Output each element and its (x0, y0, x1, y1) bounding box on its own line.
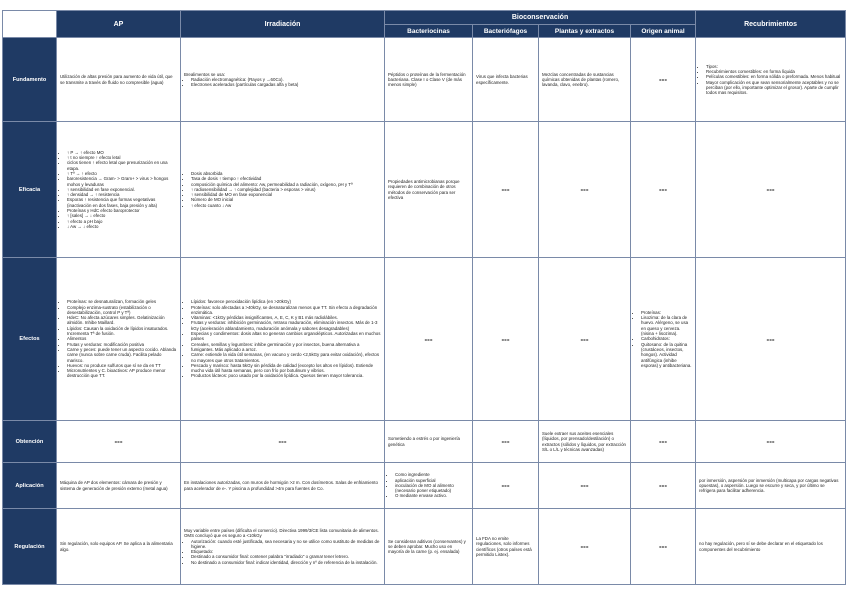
cell-intro: Muy variable entre países (dificulta el comercio). Directiva 1999/3/CE lista comunitaria de alimentos. OMS concluyó que es seguro a <10kGy (184, 527, 379, 539)
cell-fundamento-bacteriocinas: Péptidos o proteínas de la fermentación bacteriana. Clase I o Clase V (de más menos simple) (385, 38, 473, 122)
list-item: • Destinado a consumidor final: contener palabra "irradiado" o grama! tener letrero. (191, 554, 381, 559)
cell-aplicacion-origen-animal: --- (631, 463, 696, 509)
list-item: • ↑ Tª → ↑ efecto (67, 171, 177, 176)
list-item: • Micronutrientes y C. bioactivos: AP produce menor destrucción que TT. (67, 368, 177, 379)
cell-efectos-bacteriocinas: --- (385, 258, 473, 421)
cell-fundamento-plantas: Mezclas concentradas de sustancias químicas obtenidas de plantas (romero, lavanda, clavo, enebro). (539, 38, 631, 122)
item-list (388, 472, 469, 498)
cell-eficacia-bacteriocinas: Propiedades antimicrobianas porque requieren de combinación de otros métodos de conservación para ser efectiva (385, 122, 473, 258)
list-item: • Productos lácteos: poco usado por la oxidación lipídica. Quesos tienen mayor tolerancia. (191, 373, 381, 378)
cell-aplicacion-recubrimientos: por inmersión, aspersión por inmersión (multicapa por cargas negativas opuestas), o aspersión. Luego se escurre y seca, y por último se refrigera para facilitar adherencia. (696, 463, 846, 509)
row-header-efectos: Efectos (3, 258, 57, 421)
list-item: • No destinado a consumidor final: indicar identidad, dirección y nº de referencia de la instalación. (191, 560, 381, 565)
list-item: • Número de MO inicial (191, 197, 381, 202)
row-header-fundamento: Fundamento (3, 38, 57, 122)
col-header-bioconservacion: Bioconservación (385, 11, 696, 25)
cell-fundamento-origen-animal: --- (631, 38, 696, 122)
list-item: • Pescado y marisco: hasta 5kGy sin pérdida de calidad (excepto los altos en lípidos). Extiende mucho vida útil hasta semanas, pero con frío por botulinum y vibrios. (191, 363, 381, 374)
row-header-eficacia: Eficacia (3, 122, 57, 258)
cell-fundamento-recubrimientos (696, 38, 846, 122)
list-item: • Autorización: cuando esté justificada, sea necesaria y no se utilice como sustituto de medidas de higiene. (191, 539, 381, 550)
list-item: • Frutas y verduras: inhibición germinación, retraso maduración, eliminación insectos. Más de 1-3 kGy (aceleración ablandamiento, maduración anómala y sabores desagradables) (191, 320, 381, 331)
item-list (634, 310, 692, 368)
cell-obtencion-irradiacion: --- (181, 421, 385, 463)
col-header-ap: AP (57, 11, 181, 38)
list-item: • composición química del alimento: Aw, permeabilidad a radiación, oxígeno, pH y Tª (191, 182, 381, 187)
list-item: • baroresistencia → Gram- > Gram+ > virus > hongos mohos y levaduras (67, 176, 177, 187)
row-fundamento (3, 38, 846, 122)
row-aplicacion (3, 463, 846, 509)
cell-eficacia-irradiacion (181, 122, 385, 258)
list-item: • Proteínas: se desnaturalizan, formación geles (67, 299, 177, 304)
list-item: • Mayor complicación es que sean sensorialmente aceptables y no se perciban (por ello, importante optimizar el grosor). Aparte de cumplir todos mas requisitos. (706, 80, 842, 96)
list-item: • Proteínas y HdC efecto baroprotector (67, 208, 177, 213)
cell-obtencion-ap: --- (57, 421, 181, 463)
list-item: • Carne: extiende la vida útil semanas, (en vacuno y cerdo <2,5kGy para evitar oxidación), efectos no mayores que otros tratamientos. (191, 352, 381, 363)
cell-obtencion-bacteriocinas: Sometiendo a estrés o por ingeniería genética (385, 421, 473, 463)
list-item: • Dosis absorbida (191, 171, 381, 176)
cell-eficacia-ap (57, 122, 181, 258)
col-header-plantas: Plantas y extractos (539, 25, 631, 38)
list-item: • Tipos: (706, 64, 842, 69)
corner-cell (3, 11, 57, 38)
row-efectos (3, 258, 846, 421)
cell-intro: Brealimentos se usa: (184, 71, 225, 77)
list-item: • Especias y condimentos: dosis altas no generan cambios organolépticos. Autorizadas en muchos países (191, 331, 381, 342)
list-item: • Lisozima: de la clara de huevo. Alérgeno, se usa en queso y cerveza. (nisina + lisozima). (641, 315, 692, 336)
cell-efectos-irradiacion (181, 258, 385, 421)
cell-eficacia-recubrimientos: --- (696, 122, 846, 258)
cell-regulacion-irradiacion (181, 509, 385, 585)
list-item: • ↑ radiosensibilidad → ↑ complejidad (bacteria > esporas > virus) (191, 187, 381, 192)
list-item: • ↑ [sales] → ↓ efecto (67, 213, 177, 218)
cell-eficacia-plantas: --- (539, 122, 631, 258)
list-item: • Tasa de dosis ↑ tiempo ↑ efectividad (191, 176, 381, 181)
col-header-bacteriocinas: Bacteriocinas (385, 25, 473, 38)
row-eficacia (3, 122, 846, 258)
cell-efectos-plantas: --- (539, 258, 631, 421)
list-item: • O mediante envase activo. (395, 493, 469, 498)
list-item: • Como ingrediente (395, 472, 469, 477)
list-item: • ciclos tienen ↑ efecto letal que presurización en una etapa. (67, 160, 177, 171)
cell-regulacion-recubrimientos: no hay regulación, pero sí se debe declarar en el etiquetado los componentes del recubrimiento (696, 509, 846, 585)
cell-efectos-bacteriofagos: --- (473, 258, 539, 421)
cell-eficacia-origen-animal: --- (631, 122, 696, 258)
item-list (699, 64, 842, 96)
cell-regulacion-origen-animal: --- (631, 509, 696, 585)
cell-efectos-origen-animal (631, 258, 696, 421)
item-list (184, 77, 381, 88)
list-item: • Alimentos (67, 336, 177, 341)
row-obtencion (3, 421, 846, 463)
list-item: • ↑ efecto a pH bajo (67, 219, 177, 224)
cell-aplicacion-ap: Máquina de AP dos elementos: cámara de presión y sistema de generación de presión externo (metal agua) (57, 463, 181, 509)
col-header-bacteriofagos: Bacteriófagos (473, 25, 539, 38)
item-list (60, 299, 177, 378)
list-item: • Lípidos: Causan la oxidación de lípidos insaturados. Incrementa Tª de fusión. (67, 326, 177, 337)
cell-aplicacion-bacteriofagos: --- (473, 463, 539, 509)
cell-fundamento-bacteriofagos: Virus que infecta bacterias específicamente. (473, 38, 539, 122)
list-item: • Carbohidratos: (641, 336, 692, 341)
list-item: • ↑ sensibilidad de MO en fase exponencial (191, 192, 381, 197)
col-header-origen-animal: Origen animal (631, 25, 696, 38)
list-item: • Lípidos: favorece peroxidación lipídica (en >20kGy) (191, 299, 381, 304)
list-item: • inoculación de MO al alimento (necesario poner etiquetado) (395, 483, 469, 494)
row-header-obtencion: Obtención (3, 421, 57, 463)
list-item: • aplicación superficial (395, 478, 469, 483)
list-item: • Vitaminas: <1kGy pérdidas insignificantes, A, E, C, K y B1 más radiolábiles. (191, 315, 381, 320)
list-item: • Radiación electromagnética: (Rayos γ →60Co). (191, 77, 381, 82)
list-item: • Esporas ↑ resistencia que formas vegetativas (inactivación en dos fases, baja presión y alta) (67, 197, 177, 208)
col-header-irradiacion: Irradiación (181, 11, 385, 38)
list-item: • ↓ Aw → ↓ efecto (67, 224, 177, 229)
list-item: • Proteínas: (641, 310, 692, 315)
list-item: • Electrones acelerados (partículas cargadas alfa y beta) (191, 82, 381, 87)
cell-obtencion-recubrimientos: --- (696, 421, 846, 463)
cell-regulacion-bacteriocinas: Se consideran aditivos (conservantes) y se deben aprobar. Mucho uso en mayoría de la carne (p. ej. ensalada) (385, 509, 473, 585)
item-list (184, 299, 381, 378)
cell-aplicacion-irradiacion: En instalaciones autorizadas, con muros de hormigón >2 m. Con dosímetros. Salas de enfriamiento para acelerador de e-. Y piscina a profundidad >4m para fuentes de Co. (181, 463, 385, 509)
row-regulacion (3, 509, 846, 585)
col-header-recubrimientos: Recubrimientos (696, 11, 846, 38)
list-item: • Huevos: no produce sulfuros que sí se da en TT (67, 363, 177, 368)
list-item: • ↑ P → ↑ efecto MO (67, 150, 177, 155)
list-item: • Complejo enzima-sustrato (estabilización o desestabilización, control P y Tª) (67, 305, 177, 316)
cell-obtencion-bacteriofagos: --- (473, 421, 539, 463)
list-item: • ↑ t no siempre ↑ efecto letal (67, 155, 177, 160)
cell-fundamento-ap: Utilización de altas presión para aumento de vida útil, que se transmite a través de fluido no compresible (agua) (57, 38, 181, 122)
list-item: • Etiquetado: (191, 549, 381, 554)
list-item: • HdeC: No afecta azúcares simples. Gelatinización almidón. Inhibe Maillard. (67, 315, 177, 326)
item-list (184, 539, 381, 565)
cell-obtencion-origen-animal: --- (631, 421, 696, 463)
cell-aplicacion-plantas: --- (539, 463, 631, 509)
comparison-table (2, 10, 846, 585)
item-list (184, 171, 381, 208)
list-item: • Películas comestibles: en forma sólida o preformada. Menos habitual (706, 74, 842, 79)
list-item: • Quitosano: de la quitina (crustáceos, insectos, hongos). Actividad antifúngica (inhibe esporas) y antibacteriana. (641, 342, 692, 368)
cell-efectos-ap (57, 258, 181, 421)
list-item: • Carne y peces: puede tener un aspecto cocido. Ablanda carne (nunca sobre carne cruda). Facilita pelado marisco. (67, 347, 177, 363)
cell-fundamento-irradiacion (181, 38, 385, 122)
list-item: • Recubrimientos comestibles: en forma líquida (706, 69, 842, 74)
cell-regulacion-bacteriofagos: La FDA no emite regulaciones, solo informes científicos (otros países está permitido Listex). (473, 509, 539, 585)
cell-aplicacion-bacteriocinas (385, 463, 473, 509)
cell-obtencion-plantas: Suele extraer sus aceites esenciales (líquidos, por prensado/destilación) o extractos (sólidos y líquidos, por extracción S/L o L/L y técnicas avanzadas) (539, 421, 631, 463)
list-item: • Frutas y verduras: modificación positiva (67, 342, 177, 347)
list-item: • Cereales, semillas y legumbres: inhibe germinación y por insectos, buena alternativa a fumigantes. Más aplicado a arroz. (191, 342, 381, 353)
row-header-aplicacion: Aplicación (3, 463, 57, 509)
list-item: • ↑ sensibilidad en fase exponencial. (67, 187, 177, 192)
row-header-regulacion: Regulación (3, 509, 57, 585)
cell-efectos-recubrimientos: --- (696, 258, 846, 421)
item-list (60, 150, 177, 229)
cell-regulacion-ap: Sin regulación, solo equipos AP. Se aplica a la alimentaria algo. (57, 509, 181, 585)
cell-regulacion-plantas: --- (539, 509, 631, 585)
list-item: • ↑ densidad → ↑ resistencia (67, 192, 177, 197)
cell-eficacia-bacteriofagos: --- (473, 122, 539, 258)
list-item: • ↑ efecto cuanto ↓ Aw (191, 203, 381, 208)
list-item: • Proteínas: solo afectadas a >40kGy, se desnaturalizan menos que TT. Sin efecto a degradación enzimática. (191, 305, 381, 316)
